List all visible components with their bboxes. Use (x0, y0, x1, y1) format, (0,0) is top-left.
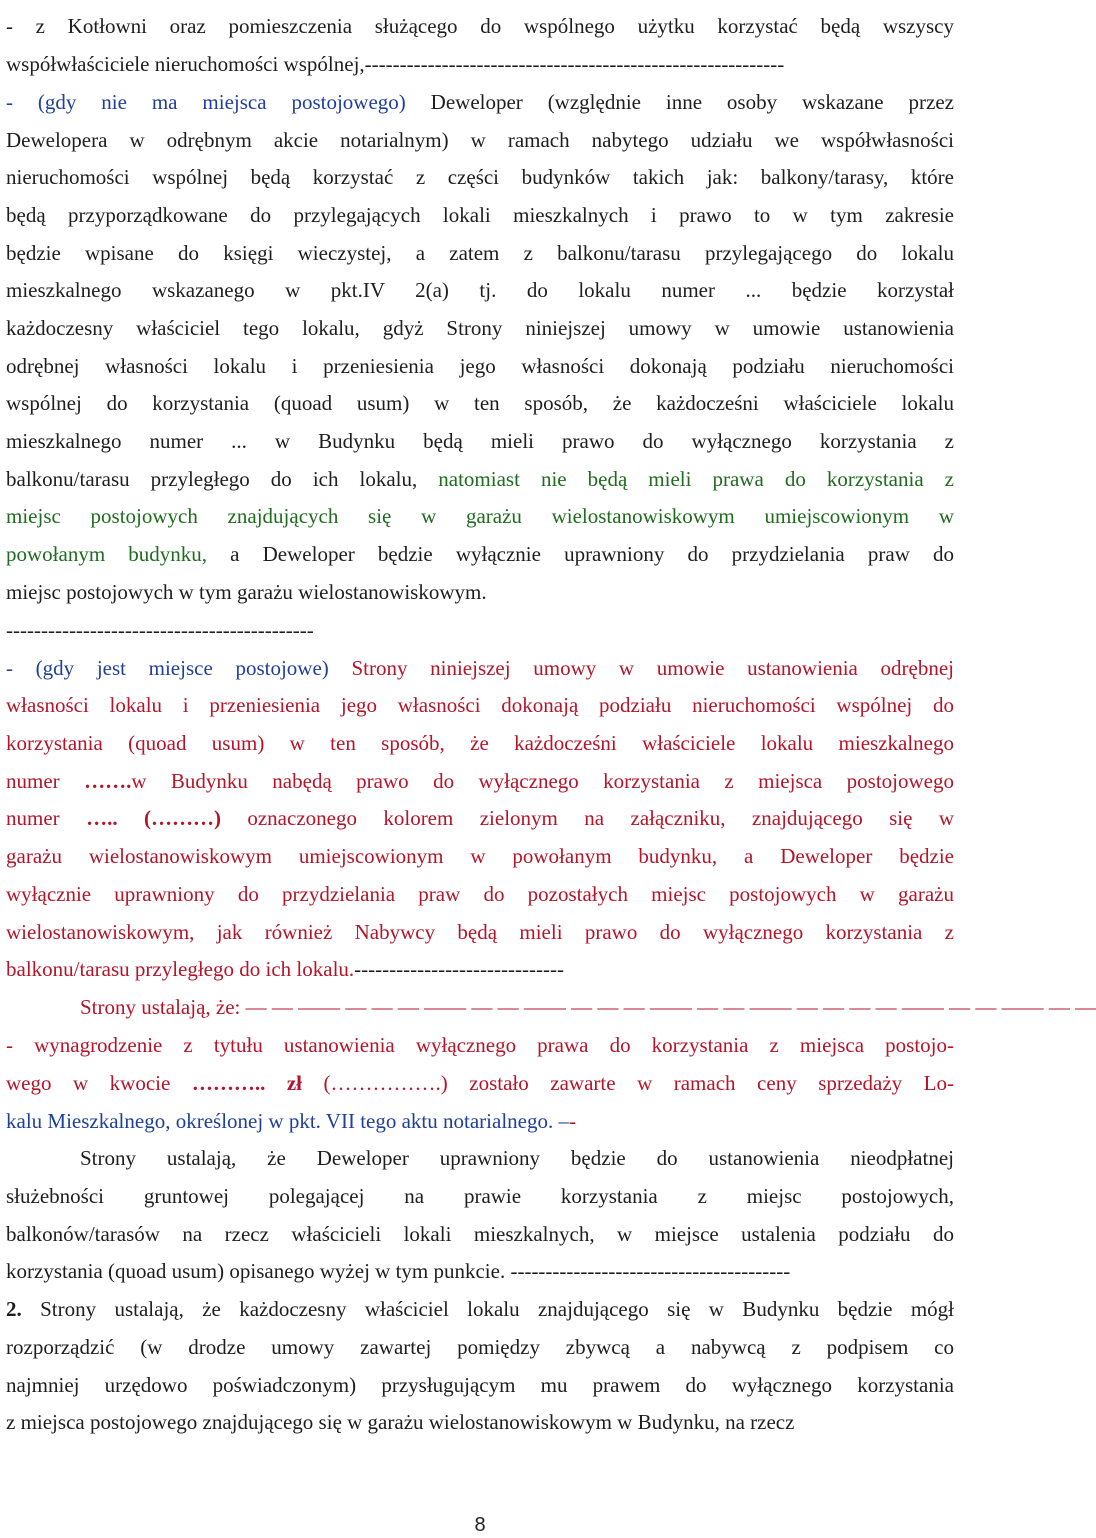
text-segment: - wynagrodzenie z tytułu ustanowienia wyłącznego prawa do korzystania z miejsca postojo- (6, 1033, 954, 1057)
text-segment: będą przyporządkowane do przylegających lokali mieszkalnych i prawo to w tym zakresie (6, 203, 954, 227)
text-line (6, 88, 954, 116)
text-segment: najmniej urzędowo poświadczonym) przysługującym mu prawem do wyłącznego korzystania (6, 1373, 954, 1397)
text-line (6, 1295, 954, 1323)
text-segment: z miejsca postojowego znajdującego się w garażu wielostanowiskowym w Budynku, na rzecz (6, 1410, 795, 1434)
text-segment: numer (6, 806, 87, 830)
text-line (6, 691, 954, 719)
text-segment: ……. (84, 769, 132, 793)
text-line (6, 540, 954, 568)
text-line (6, 389, 954, 417)
text-line (6, 276, 954, 304)
text-line (6, 126, 954, 154)
text-segment: - (gdy jest miejsce postojowe) (6, 656, 329, 680)
text-segment: a Deweloper będzie wyłącznie uprawniony do przydzielania praw do (207, 542, 954, 566)
text-line (6, 12, 954, 40)
text-line (6, 1069, 954, 1097)
text-segment: oznaczonego kolorem zielonym na załączniku, znajdującego się w (220, 806, 954, 830)
text-line (6, 427, 954, 455)
text-segment: wspólnej do korzystania (quoad usum) w ten sposób, że każdocześni właściciele lokalu (6, 391, 954, 415)
text-line (6, 1144, 954, 1172)
text-line (6, 1220, 954, 1248)
text-segment: kalu Mieszkalnego, określonej w pkt. VII tego aktu notarialnego. – (6, 1109, 569, 1133)
text-line (6, 767, 954, 795)
text-segment: własności lokalu i przeniesienia jego własności dokonają podziału nieruchomości wspólnej do (6, 693, 954, 717)
text-line (6, 880, 954, 908)
text-line (6, 1107, 954, 1135)
text-segment: mieszkalnego numer ... w Budynku będą mieli prawo do wyłącznego korzystania z (6, 429, 954, 453)
text-line (6, 918, 954, 946)
text-line (6, 314, 954, 342)
text-line (6, 578, 954, 606)
text-line (6, 239, 954, 267)
text-segment: będzie wpisane do księgi wieczystej, a zatem z balkonu/tarasu przylegającego do lokalu (6, 241, 954, 265)
text-line (6, 1333, 954, 1361)
text-segment: Strony ustalają, że każdoczesny właściciel lokalu znajdującego się w Budynku będzie mógł (21, 1297, 954, 1321)
text-segment: numer (6, 769, 85, 793)
text-line (6, 1182, 954, 1210)
text-segment: balkonów/tarasów na rzecz właścicieli lokali mieszkalnych, w miejsce ustalenia podziału do (6, 1222, 954, 1246)
text-segment: garażu wielostanowiskowym umiejscowionym w powołanym budynku, a Deweloper będzie (6, 844, 954, 868)
text-line (6, 654, 954, 682)
text-line (6, 201, 954, 229)
text-segment: Strony ustalają, że Deweloper uprawniony będzie do ustanowienia nieodpłatnej (80, 1146, 954, 1170)
text-line (6, 1257, 954, 1285)
text-segment: -------------------------------------------- (6, 618, 314, 642)
text-segment: każdoczesny właściciel tego lokalu, gdyż Strony niniejszej umowy w umowie ustanowienia (6, 316, 954, 340)
text-segment: ------------------------------ (354, 957, 564, 981)
text-line (6, 729, 954, 757)
text-segment: nieruchomości wspólnej będą korzystać z części budynków takich jak: balkony/tarasy, które (6, 165, 954, 189)
text-segment: miejsc postojowych w tym garażu wielostanowiskowym. (6, 580, 487, 604)
text-segment: służebności gruntowej polegającej na prawie korzystania z miejsc postojowych, (6, 1184, 954, 1208)
text-segment: odrębnej własności lokalu i przeniesienia jego własności dokonają podziału nieruchomości (6, 354, 954, 378)
text-segment: ……….. zł (191, 1071, 303, 1095)
text-segment: wyłącznie uprawniony do przydzielania praw do pozostałych miejsc postojowych w garażu (6, 882, 954, 906)
text-segment: w Budynku nabędą prawo do wyłącznego korzystania z miejsca postojowego (131, 769, 954, 793)
text-segment: ….. (………) (86, 806, 221, 830)
text-segment: - z Kotłowni oraz pomieszczenia służącego do wspólnego użytku korzystać będą wszyscy (6, 14, 954, 38)
text-line (6, 1031, 954, 1059)
text-segment: - (gdy nie ma miejsca postojowego) (6, 90, 406, 114)
page-number: 8 (474, 1514, 486, 1536)
text-segment: 2. (6, 1297, 22, 1321)
text-segment: - (568, 1109, 576, 1133)
text-line (6, 842, 954, 870)
text-segment: Strony niniejszej umowy w umowie ustanowienia odrębnej (328, 656, 955, 680)
text-line (6, 955, 954, 983)
text-line (6, 502, 954, 530)
text-segment: natomiast nie będą mieli prawa do korzystania z (438, 467, 954, 491)
text-segment: wego w kwocie (6, 1071, 192, 1095)
text-segment: — — —— — — — —— — — —— — — — —— — — —— — — — — —— — — —— — — (245, 995, 1096, 1019)
text-segment: rozporządzić (w drodze umowy zawartej pomiędzy zbywcą a nabywcą z podpisem co (6, 1335, 954, 1359)
text-segment: Deweloper (względnie inne osoby wskazane przez (405, 90, 954, 114)
text-segment: wielostanowiskowym, jak również Nabywcy będą mieli prawo do wyłącznego korzystania z (6, 920, 954, 944)
text-segment: korzystania (quoad usum) opisanego wyżej w tym punkcie. ---------------------------------------- (6, 1259, 791, 1283)
text-segment: miejsc postojowych znajdujących się w garażu wielostanowiskowym umiejscowionym w (6, 504, 954, 528)
text-line (6, 352, 954, 380)
text-segment: balkonu/tarasu przyległego do ich lokalu. (6, 957, 355, 981)
text-segment: Strony ustalają, że: (80, 995, 246, 1019)
text-segment: powołanym budynku, (6, 542, 208, 566)
text-line (6, 465, 954, 493)
text-segment: mieszkalnego wskazanego w pkt.IV 2(a) tj. do lokalu numer ... będzie korzystał (6, 278, 954, 302)
text-segment: współwłaściciele nieruchomości wspólnej,------------------------------------------------------------ (6, 52, 785, 76)
text-line (6, 1408, 954, 1436)
text-line (6, 163, 954, 191)
text-line (6, 50, 954, 78)
text-line (6, 1371, 954, 1399)
text-segment: balkonu/tarasu przyległego do ich lokalu, (6, 467, 439, 491)
text-line (6, 993, 1096, 1021)
text-line (6, 804, 954, 832)
text-segment: Dewelopera w odrębnym akcie notarialnym) w ramach nabytego udziału we współwłasności (6, 128, 954, 152)
text-segment: (…………….) zostało zawarte w ramach ceny sprzedaży Lo- (302, 1071, 954, 1095)
text-segment: korzystania (quoad usum) w ten sposób, że każdocześni właściciele lokalu mieszkalnego (6, 731, 954, 755)
text-line (6, 616, 954, 644)
